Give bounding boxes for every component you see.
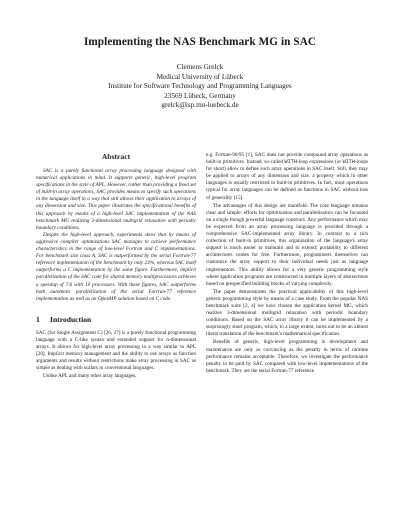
text-run: -loop expressions (or (296, 159, 343, 166)
abstract-paragraph-2: Despite the high-level approach, experiments show that by means of aggressive compiler optimizations SAC manages to achieve performance characteristics in the range of low-level Fortran and C implementations. For benchmark size class A, SAC is outperformed by the serial Fortran-77 reference implementation of the benchmark by only 23%, whereas SAC itself outperforms a C implementation by the same figure. Furthermore, implicit parallelization of the SAC code for shared memory multiprocessors achieves a speedup of 7.6 with 10 processors. With these figures, SAC outperforms both automatic parallelization of the serial Fortran-77 reference implementation as well as an OpenMP solution based on C code. (36, 231, 196, 302)
text-run: e.g. Fortran-90/95 [1], SAC does not provide compound array operations as built-in primitives. Instead, so-called (206, 152, 368, 166)
affiliation-address: 23569 Lübeck, Germany (164, 91, 236, 100)
intro-paragraph-2: Unlike APL and many other array languages, (43, 373, 137, 380)
affiliation-university: Medical University of Lübeck (156, 72, 244, 81)
author-block (0, 63, 400, 111)
section-heading-introduction (36, 315, 196, 324)
author-name: Clemens Grelck (176, 63, 224, 71)
left-column (36, 152, 196, 380)
section-title: Introduction (50, 314, 92, 324)
author-email: grelck@isp.mu-luebeck.de (161, 101, 239, 110)
affiliation-institute: Institute for Software Technology and Programming Languages (108, 82, 292, 91)
right-paragraph-1 (206, 152, 368, 202)
right-column (206, 152, 368, 375)
paper-title: Implementing the NAS Benchmark MG in SAC (83, 36, 317, 48)
right-paragraph-2: The advantages of this design are manifold. The core language remains clear and simple; efforts for optimization and parallelization can be focussed on a single though powerful language construct. Any performance which may be expected from an array processing language is provided through a comprehensive SAC-implemented array library. In contrast to a rich collection of built-in primitives, this organization of the language's array support is much easier to maintain and to extend; portability to different architectures comes for free. Furthermore, programmers themselves can customize the array support to their individual needs just as language implementors. This ability allows for a very generic programming style where application programs are constructed in multiple layers of abstractions based on prespecified building blocks of varying complexity. (206, 202, 368, 287)
right-paragraph-4: Benefits of generic, high-level programming in development and maintenance are only as convincing as the penalty in terms of runtime performance remains acceptable. Therefore, we investigate the performance penalty to be paid by SAC compared with low-level implementations of the benchmark. They are the serial Fortran-77 reference (206, 339, 368, 374)
with-keyword: WITH (342, 159, 356, 166)
with-keyword: WITH (284, 159, 297, 166)
abstract-paragraph-1: SAC is a purely functional array processing language designed with numerical applications in mind. It supports generic, high-level program specifications in the style of APL. However, rather than providing a fixed set of built-in array operations, SAC provides means to specify such operations in the language itself in a way that still allows their application to arrays of any dimension and size. This paper illustrates the specificational benefits of this approach by means of a high-level SAC implementation of the NAS benchmark MG realizing 3-dimensional multigrid relaxation with periodic boundary conditions. (36, 168, 196, 231)
section-number: 1 (36, 314, 40, 324)
intro-paragraph-1: SAC (for Single Assignment C) [26, 27] is a purely functional programming language with a C-like syntax and extended support for n-dimensional arrays. It allows for high-level array processing in a way similar to APL [20]. Implicit memory management and the ability to use arrays as function arguments and results without restrictions make array processing in SAC as simple as dealing with scalars in conventional languages. (36, 329, 196, 372)
right-paragraph-3: The paper demonstrates the practical applicability of this high-level generic programming style by means of a case study. From the popular NAS benchmark suite [2, 4] we have chosen the application kernel MG, which realizes 3-dimensional multigrid relaxation with periodic boundary conditions. Based on the SAC array library it can be implemented by a surprisingly short program, which, to a large extent, turns out to be an almost literal translation of the benchmark's mathematical specification. (206, 288, 368, 338)
abstract-heading: Abstract (101, 152, 131, 161)
text-run: -loops for short) allow to define such array operations in SAC itself. Still, they may be applied to arrays of any dimension and size, a property which in other languages is usually restricted to built-in primitives. In fact, most operations typical for array languages can be defined as functions in SAC without loss of generality [15]. (206, 159, 368, 201)
